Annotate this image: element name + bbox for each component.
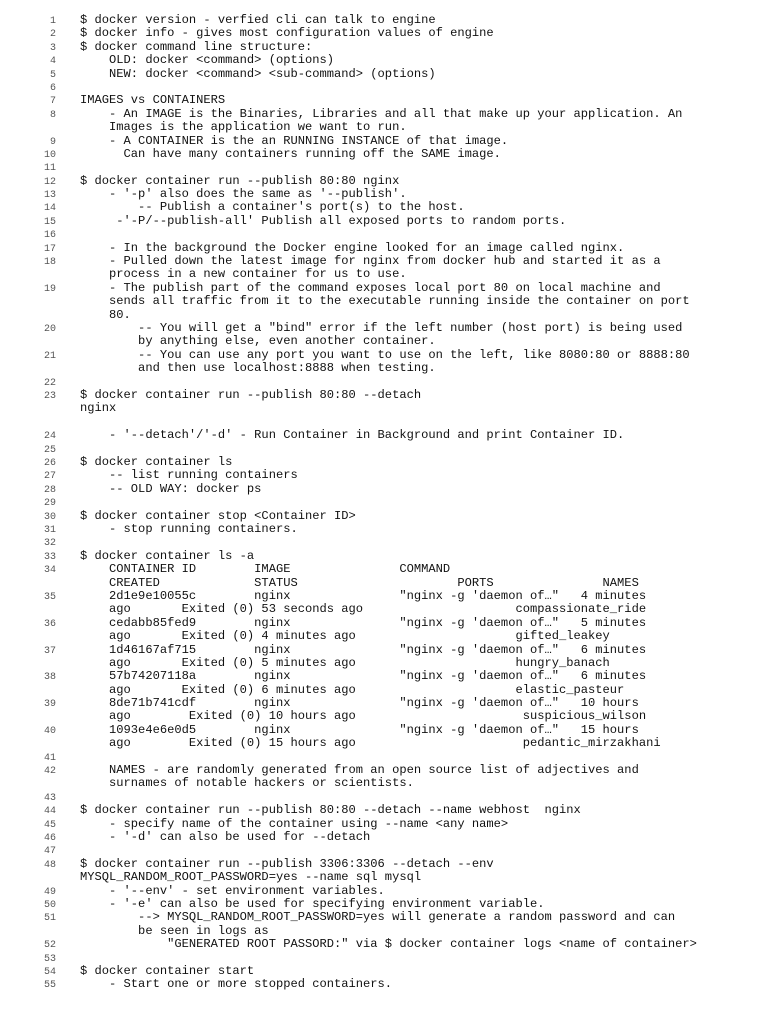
- doc-line: [0, 898, 768, 911]
- line-number: 15: [43, 216, 56, 228]
- line-row: $ docker container start: [80, 963, 255, 978]
- doc-line: [0, 523, 768, 536]
- line-text: [80, 898, 750, 911]
- line-number: 20: [43, 324, 56, 336]
- doc-line: [0, 550, 768, 563]
- line-row: - In the background the Docker engine looked for an image called nginx.: [80, 240, 625, 255]
- line-row: - stop running containers.: [80, 521, 298, 536]
- line-row: 1d46167af715 nginx "nginx -g 'daemon of…" 6 minutes: [80, 642, 647, 657]
- doc-line: [0, 255, 768, 282]
- line-text: [80, 108, 750, 135]
- line-number: 46: [43, 833, 56, 845]
- doc-line: [0, 161, 768, 174]
- line-row: - '-d' can also be used for --detach: [80, 830, 371, 845]
- line-row: be seen in logs as: [80, 923, 269, 938]
- line-number: 17: [43, 243, 56, 255]
- line-text: [80, 804, 750, 817]
- line-number: 8: [49, 109, 56, 121]
- line-text: [80, 54, 750, 67]
- line-row: 1093e4e6e0d5 nginx "nginx -g 'daemon of…" 15 hours: [80, 722, 639, 737]
- line-row: Can have many containers running off the SAME image.: [80, 146, 501, 161]
- line-row: MYSQL_RANDOM_ROOT_PASSWORD=yes --name sql mysql: [80, 870, 422, 885]
- line-text: [80, 376, 750, 389]
- line-number: 38: [43, 672, 56, 684]
- doc-line: [0, 644, 768, 671]
- line-text: [80, 228, 750, 241]
- doc-line: [0, 724, 768, 751]
- line-row: $ docker container run --publish 80:80 nginx: [80, 173, 400, 188]
- doc-line: [0, 322, 768, 349]
- line-text: [80, 965, 750, 978]
- line-text: [80, 443, 750, 456]
- line-text: [80, 751, 750, 764]
- line-text: [80, 389, 750, 429]
- line-text: [80, 201, 750, 214]
- line-number: 30: [43, 511, 56, 523]
- line-text: [80, 510, 750, 523]
- line-row: CONTAINER ID IMAGE COMMAND: [80, 562, 451, 577]
- line-row: - An IMAGE is the Binaries, Libraries and all that make up your application. An: [80, 106, 683, 121]
- line-row: - A CONTAINER is the an RUNNING INSTANCE of that image.: [80, 133, 509, 148]
- doc-line: [0, 14, 768, 27]
- doc-line: [0, 469, 768, 482]
- line-number: 52: [43, 940, 56, 952]
- doc-line: [0, 282, 768, 322]
- line-row: [80, 791, 750, 804]
- line-text: [80, 670, 750, 697]
- line-text: [80, 644, 750, 671]
- doc-line: [0, 911, 768, 938]
- doc-line: [0, 804, 768, 817]
- doc-line: [0, 389, 768, 429]
- line-number: 10: [43, 149, 56, 161]
- line-number: 33: [43, 551, 56, 563]
- line-row: 80.: [80, 307, 131, 322]
- line-text: [80, 322, 750, 349]
- doc-line: [0, 858, 768, 885]
- line-row: $ docker container run --publish 80:80 --detach: [80, 388, 422, 403]
- line-number: 14: [43, 203, 56, 215]
- line-row: $ docker container run --publish 80:80 --detach --name webhost nginx: [80, 803, 581, 818]
- line-number: 29: [43, 498, 56, 510]
- line-row: $ docker version - verfied cli can talk to engine: [80, 13, 436, 27]
- line-row: $ docker info - gives most configuration values of engine: [80, 26, 494, 41]
- line-number: 47: [43, 846, 56, 858]
- doc-line: [0, 242, 768, 255]
- line-text: [80, 469, 750, 482]
- line-text: [80, 938, 750, 951]
- doc-line: [0, 617, 768, 644]
- line-text: [80, 831, 750, 844]
- line-number: 9: [49, 136, 56, 148]
- line-text: [80, 94, 750, 107]
- line-number: 37: [43, 645, 56, 657]
- line-number: 11: [43, 163, 56, 175]
- line-row: [80, 443, 750, 456]
- line-row: $ docker container run --publish 3306:3306 --detach --env: [80, 856, 494, 871]
- line-row: $ docker container ls -a: [80, 548, 255, 563]
- line-number: 13: [43, 190, 56, 202]
- line-text: [80, 429, 750, 442]
- line-number: 53: [43, 953, 56, 965]
- line-row: - The publish part of the command exposes local port 80 on local machine and: [80, 280, 661, 295]
- doc-line: [0, 443, 768, 456]
- line-row: -- You can use any port you want to use on the left, like 8080:80 or 8888:80: [80, 347, 690, 362]
- doc-line: [0, 376, 768, 389]
- line-text: [80, 41, 750, 54]
- line-row: cedabb85fed9 nginx "nginx -g 'daemon of…" 5 minutes: [80, 615, 647, 630]
- line-row: -- OLD WAY: docker ps: [80, 481, 262, 496]
- doc-line: [0, 188, 768, 201]
- line-row: - '--detach'/'-d' - Run Container in Background and print Container ID.: [80, 428, 625, 443]
- line-number: 28: [43, 484, 56, 496]
- line-text: [80, 27, 750, 40]
- doc-line: [0, 483, 768, 496]
- line-row: IMAGES vs CONTAINERS: [80, 93, 226, 108]
- line-row: $ docker container ls: [80, 454, 233, 469]
- line-number: 7: [49, 96, 56, 108]
- line-text: [80, 858, 750, 885]
- line-row: -- Publish a container's port(s) to the host.: [80, 200, 465, 215]
- line-number: 42: [43, 766, 56, 778]
- line-row: --> MYSQL_RANDOM_ROOT_PASSWORD=yes will generate a random password and can: [80, 910, 676, 925]
- line-row: by anything else, even another container.: [80, 334, 436, 349]
- line-text: [80, 764, 750, 791]
- doc-line: [0, 349, 768, 376]
- line-text: [80, 81, 750, 94]
- line-text: [80, 844, 750, 857]
- line-row: surnames of notable hackers or scientists.: [80, 776, 414, 791]
- line-row: ago Exited (0) 10 hours ago suspicious_wilson: [80, 709, 647, 724]
- line-text: [80, 161, 750, 174]
- line-text: [80, 550, 750, 563]
- line-text: [80, 349, 750, 376]
- line-row: - '-p' also does the same as '--publish'.: [80, 187, 407, 202]
- doc-line: [0, 764, 768, 791]
- line-text: [80, 590, 750, 617]
- doc-line: [0, 885, 768, 898]
- line-number: 36: [43, 618, 56, 630]
- line-text: [80, 791, 750, 804]
- line-row: [80, 751, 750, 764]
- line-row: Images is the application we want to run.: [80, 120, 407, 135]
- doc-line: [0, 938, 768, 951]
- line-row: [80, 228, 750, 241]
- line-row: nginx: [80, 401, 117, 416]
- line-number: 12: [43, 176, 56, 188]
- line-number: 31: [43, 524, 56, 536]
- line-text: [80, 68, 750, 81]
- line-text: [80, 536, 750, 549]
- line-number: 6: [49, 82, 56, 94]
- doc-line: [0, 135, 768, 148]
- line-row: ago Exited (0) 15 hours ago pedantic_mirzakhani: [80, 736, 661, 751]
- line-row: OLD: docker <command> (options): [80, 53, 335, 68]
- doc-line: [0, 818, 768, 831]
- doc-line: [0, 510, 768, 523]
- line-text: [80, 188, 750, 201]
- doc-line: [0, 201, 768, 214]
- line-text: [80, 724, 750, 751]
- line-row: ago Exited (0) 6 minutes ago elastic_pasteur: [80, 682, 625, 697]
- line-row: - specify name of the container using --name <any name>: [80, 816, 509, 831]
- line-text: [80, 496, 750, 509]
- line-row: $ docker container stop <Container ID>: [80, 508, 356, 523]
- doc-line: [0, 844, 768, 857]
- line-text: [80, 952, 750, 965]
- line-row: - '-e' can also be used for specifying environment variable.: [80, 897, 545, 912]
- line-text: [80, 911, 750, 938]
- line-number: 16: [43, 230, 56, 242]
- line-row: CREATED STATUS PORTS NAMES: [80, 575, 639, 590]
- line-row: [80, 81, 750, 94]
- doc-line: [0, 148, 768, 161]
- line-text: [80, 697, 750, 724]
- line-number: 45: [43, 819, 56, 831]
- line-text: [80, 978, 750, 991]
- line-number: 24: [43, 431, 56, 443]
- line-number: 18: [43, 257, 56, 269]
- doc-line: [0, 108, 768, 135]
- doc-line: [0, 952, 768, 965]
- line-row: 2d1e9e10055c nginx "nginx -g 'daemon of…" 4 minutes: [80, 588, 647, 603]
- doc-line: [0, 81, 768, 94]
- line-number: 49: [43, 886, 56, 898]
- line-row: $ docker command line structure:: [80, 39, 313, 54]
- doc-line: [0, 965, 768, 978]
- line-number: 41: [43, 752, 56, 764]
- line-row: - '--env' - set environment variables.: [80, 883, 385, 898]
- line-text: [80, 135, 750, 148]
- line-row: [80, 536, 750, 549]
- line-row: - Start one or more stopped containers.: [80, 977, 393, 992]
- doc-line: [0, 54, 768, 67]
- line-text: [80, 456, 750, 469]
- line-row: [80, 416, 750, 429]
- line-row: [80, 376, 750, 389]
- line-text: [80, 483, 750, 496]
- line-text: [80, 563, 750, 590]
- line-number: 43: [43, 792, 56, 804]
- line-row: sends all traffic from it to the executable running inside the container on port: [80, 294, 690, 309]
- line-number: 44: [43, 806, 56, 818]
- line-row: ago Exited (0) 53 seconds ago compassionate_ride: [80, 602, 647, 617]
- line-number: 2: [49, 29, 56, 41]
- line-number: 25: [43, 444, 56, 456]
- line-number: 5: [49, 69, 56, 81]
- line-row: - Pulled down the latest image for nginx from docker hub and started it as a: [80, 254, 661, 269]
- doc-line: [0, 456, 768, 469]
- line-number: 19: [43, 283, 56, 295]
- document-body: [0, 14, 768, 992]
- line-number: 21: [43, 350, 56, 362]
- line-number: 1: [49, 16, 56, 27]
- line-text: [80, 818, 750, 831]
- line-text: [80, 175, 750, 188]
- line-number: 26: [43, 457, 56, 469]
- line-text: [80, 242, 750, 255]
- line-number: 50: [43, 900, 56, 912]
- line-row: "GENERATED ROOT PASSORD:" via $ docker container logs <name of container>: [80, 937, 697, 952]
- line-row: [80, 952, 750, 965]
- line-text: [80, 617, 750, 644]
- line-number: 32: [43, 538, 56, 550]
- doc-line: [0, 697, 768, 724]
- doc-line: [0, 429, 768, 442]
- line-number: 23: [43, 391, 56, 403]
- line-number: 54: [43, 966, 56, 978]
- line-row: [80, 844, 750, 857]
- doc-line: [0, 68, 768, 81]
- line-row: [80, 496, 750, 509]
- doc-line: [0, 563, 768, 590]
- line-number: 51: [43, 913, 56, 925]
- line-text: [80, 255, 750, 282]
- line-text: [80, 282, 750, 322]
- line-text: [80, 523, 750, 536]
- line-row: process in a new container for us to use.: [80, 267, 407, 282]
- line-number: 4: [49, 56, 56, 68]
- line-row: 57b74207118a nginx "nginx -g 'daemon of…" 6 minutes: [80, 669, 647, 684]
- doc-line: [0, 831, 768, 844]
- line-row: -'-P/--publish-all' Publish all exposed ports to random ports.: [80, 213, 567, 228]
- line-row: and then use localhost:8888 when testing.: [80, 361, 436, 376]
- line-number: 39: [43, 699, 56, 711]
- doc-line: [0, 791, 768, 804]
- line-row: -- list running containers: [80, 468, 298, 483]
- doc-line: [0, 228, 768, 241]
- line-number: 3: [49, 42, 56, 54]
- line-number: 40: [43, 725, 56, 737]
- line-number: 48: [43, 859, 56, 871]
- line-text: [80, 215, 750, 228]
- line-number: 27: [43, 471, 56, 483]
- doc-line: [0, 978, 768, 991]
- line-row: -- You will get a "bind" error if the left number (host port) is being used: [80, 321, 683, 336]
- line-number: 55: [43, 980, 56, 992]
- doc-line: [0, 536, 768, 549]
- line-row: [80, 161, 750, 174]
- doc-line: [0, 41, 768, 54]
- doc-line: [0, 670, 768, 697]
- line-number: 34: [43, 565, 56, 577]
- line-number: 35: [43, 591, 56, 603]
- doc-line: [0, 215, 768, 228]
- doc-line: [0, 496, 768, 509]
- doc-line: [0, 27, 768, 40]
- line-row: NAMES - are randomly generated from an open source list of adjectives and: [80, 763, 639, 778]
- line-row: NEW: docker <command> <sub-command> (options): [80, 66, 436, 81]
- line-row: ago Exited (0) 4 minutes ago gifted_leakey: [80, 629, 610, 644]
- doc-line: [0, 175, 768, 188]
- doc-line: [0, 94, 768, 107]
- doc-line: [0, 590, 768, 617]
- line-text: [80, 14, 750, 27]
- line-row: ago Exited (0) 5 minutes ago hungry_banach: [80, 655, 610, 670]
- line-text: [80, 885, 750, 898]
- line-text: [80, 148, 750, 161]
- doc-line: [0, 751, 768, 764]
- line-row: 8de71b741cdf nginx "nginx -g 'daemon of…" 10 hours: [80, 696, 639, 711]
- line-number: 22: [43, 377, 56, 389]
